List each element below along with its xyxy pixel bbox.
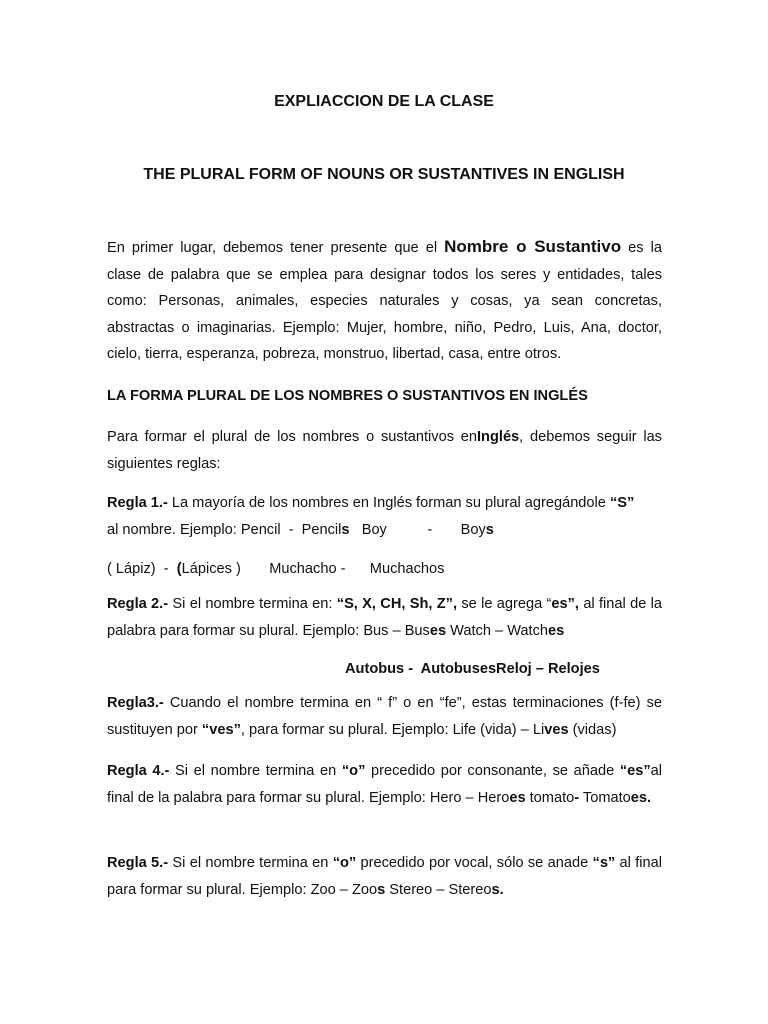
rule-1-paragraph [107, 490, 662, 517]
rule-2-paragraph [107, 591, 662, 644]
rule-4-text-3: al final de la palabra para formar su plural. Ejemplo: Hero – Hero [107, 763, 663, 806]
rule-4-text-4: tomato [525, 789, 575, 806]
rule-4-o: “o” [341, 763, 366, 779]
rule-3-ves: “ves” [201, 721, 241, 738]
rule-3-ves-2: ves [544, 721, 569, 738]
rule-2-es-3: es [548, 622, 565, 639]
rule-5-paragraph [107, 850, 662, 903]
rule-2-es-2: es [429, 622, 447, 639]
rule-2-text-4: Watch – Watch [446, 622, 549, 639]
intro-text-pre: En primer lugar, debemos tener presente que el [107, 240, 445, 256]
rule-3-text-1: Cuando el nombre termina en “ f” o en “fe”, estas terminaciones (f-fe) se sustituyen por [107, 695, 662, 738]
section-heading: LA FORMA PLURAL DE LOS NOMBRES O SUSTANTIVOS EN INGLÉS [107, 388, 588, 404]
rule-2-text-2: se le agrega “ [457, 596, 552, 612]
rule-1-example-line [107, 522, 494, 538]
rule-4-es-2: es [509, 789, 526, 806]
section-intro-post: , debemos seguir las siguientes reglas: [107, 429, 662, 472]
intro-emphasis: Nombre o Sustantivo [444, 237, 622, 256]
rule-4-text-5: Tomato [579, 789, 631, 806]
rule-1-label: Regla 1.- [107, 495, 168, 511]
rule-1-example-suffix-1: s [341, 522, 350, 538]
section-intro-paragraph [107, 424, 662, 477]
rule-1-suffix: “S” [609, 495, 635, 511]
section-intro-emphasis: Inglés [477, 429, 520, 445]
rule-2-text-3: al final de la palabra para formar su plural. Ejemplo: Bus – Bus [107, 596, 662, 639]
rule-5-text-2: precedido por vocal, sólo se anade [356, 855, 593, 871]
rule-4-es-3: es. [630, 789, 652, 806]
rule-5-s: “s” [592, 855, 616, 871]
intro-paragraph [107, 234, 662, 368]
rule-3-paragraph [107, 690, 662, 743]
rule-3-text-2: , para formar su plural. Ejemplo: Life (vida) – Li [240, 721, 545, 738]
rule-2-example-line-2: Autobus - AutobusesReloj – Relojes [345, 661, 600, 677]
intro-text-post: es la clase de palabra que se emplea para designar todos los seres y entidades, tales como: Personas, animales, especies naturales y cosas, ya sean concretas, abstractas o imaginarias. Ejemplo: Mujer, hombre, niño, Pedro, Luis, Ana, doctor, cielo, tierra, esperanza, pobreza, monstruo, libertad, casa, entre otros. [107, 240, 662, 362]
rule-5-text-4: Stereo – Stereo [385, 881, 492, 898]
rule-4-dash: - [574, 789, 580, 806]
document-subtitle: THE PLURAL FORM OF NOUNS OR SUSTANTIVES IN ENGLISH [143, 166, 625, 183]
rule-4-es: “es” [619, 763, 651, 779]
section-intro-pre: Para formar el plural de los nombres o sustantivos en [107, 429, 477, 445]
rule-1-translation-line [107, 561, 444, 577]
rule-4-label: Regla 4.- [107, 763, 170, 779]
rule-3-text-3: (vidas) [568, 721, 617, 738]
rule-2-es: es”, [551, 596, 579, 612]
rule-4-paragraph [107, 758, 662, 811]
rule-5-text-3: al final para formar su plural. Ejemplo: Zoo – Zoo [107, 855, 662, 898]
rule-5-label: Regla 5.- [107, 855, 169, 871]
rule-2-letters: “S, X, CH, Sh, Z”, [336, 596, 458, 612]
rule-2-text-1: Si el nombre termina en: [168, 596, 337, 612]
rule-1-translation-a: ( Lápiz) - [107, 561, 177, 577]
rule-4-text-1: Si el nombre termina en [169, 763, 342, 779]
document-title: EXPLIACCION DE LA CLASE [274, 93, 494, 110]
rule-1-example-suffix-2: s [485, 522, 494, 538]
rule-4-text-2: precedido por consonante, se añade [365, 763, 620, 779]
rule-3-label: Regla3.- [107, 695, 164, 711]
rule-1-text: La mayoría de los nombres en Inglés forman su plural agregándole [167, 495, 610, 511]
rule-1-translation-b: Lápices ) Muchacho - Muchachos [181, 561, 445, 577]
rule-1-example-text: al nombre. Ejemplo: Pencil - Pencil [107, 522, 342, 538]
rule-5-text-1: Si el nombre termina en [168, 855, 333, 871]
rule-5-s-2: s [377, 881, 386, 898]
rule-5-s-3: s. [491, 881, 504, 898]
rule-5-o: “o” [332, 855, 357, 871]
rule-2-label: Regla 2.- [107, 596, 169, 612]
rule-1-example-boy: Boy - Boy [349, 522, 486, 538]
rule-1-translation-paren: ( [176, 561, 182, 577]
